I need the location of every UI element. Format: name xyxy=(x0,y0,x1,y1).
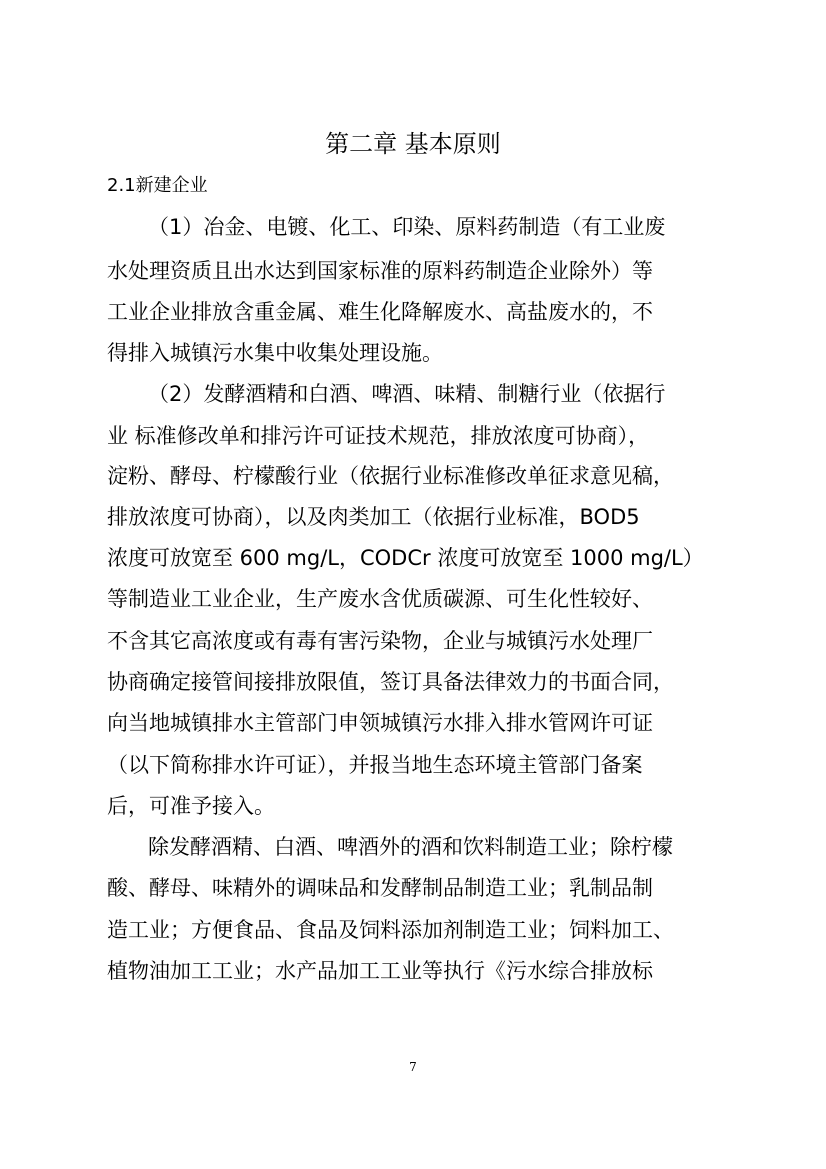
paragraph-line: （1）冶金、电镀、化工、印染、原料药制造（有工业废 xyxy=(148,215,666,239)
paragraph-line: 浓度可放宽至 600 mg/L，CODCr 浓度可放宽至 1000 mg/L） xyxy=(107,546,704,570)
paragraph-line: 协商确定接管间接排放限值，签订具备法律效力的书面合同， xyxy=(107,670,674,694)
paragraph-line: 不含其它高浓度或有毒有害污染物，企业与城镇污水处理厂 xyxy=(107,629,653,653)
paragraph-line: （以下简称排水许可证），并报当地生态环境主管部门备案 xyxy=(107,753,643,777)
paragraph-line: 工业企业排放含重金属、难生化降解废水、高盐废水的，不 xyxy=(107,300,653,324)
paragraph-line: 得排入城镇污水集中收集处理设施。 xyxy=(107,341,443,365)
paragraph-line: 除发酵酒精、白酒、啤酒外的酒和饮料制造工业；除柠檬 xyxy=(148,835,673,859)
page-number: 7 xyxy=(409,1060,417,1074)
paragraph-line: 造工业；方便食品、食品及饲料添加剂制造工业；饲料加工、 xyxy=(107,918,674,942)
paragraph-line: 酸、酵母、味精外的调味品和发酵制品制造工业；乳制品制 xyxy=(107,876,653,900)
paragraph-line: 业 标准修改单和排污许可证技术规范，排放浓度可协商）， xyxy=(107,424,650,448)
paragraph-line: 植物油加工工业；水产品加工工业等执行《污水综合排放标 xyxy=(107,959,653,983)
paragraph-line: 等制造业工业企业，生产废水含优质碳源、可生化性较好、 xyxy=(107,587,653,611)
paragraph-line: 后，可准予接入。 xyxy=(107,794,275,818)
paragraph-line: （2）发酵酒精和白酒、啤酒、味精、制糖行业（依据行 xyxy=(148,382,666,406)
paragraph-line: 淀粉、酵母、柠檬酸行业（依据行业标准修改单征求意见稿， xyxy=(107,464,674,488)
paragraph-line: 向当地城镇排水主管部门申领城镇污水排入排水管网许可证 xyxy=(107,711,653,735)
section-heading: 2.1新建企业 xyxy=(107,175,208,196)
paragraph-line: 水处理资质且出水达到国家标准的原料药制造企业除外）等 xyxy=(107,259,653,283)
chapter-title: 第二章 基本原则 xyxy=(325,130,501,158)
paragraph-line: 排放浓度可协商），以及肉类加工（依据行业标准，BOD5 xyxy=(107,505,640,529)
